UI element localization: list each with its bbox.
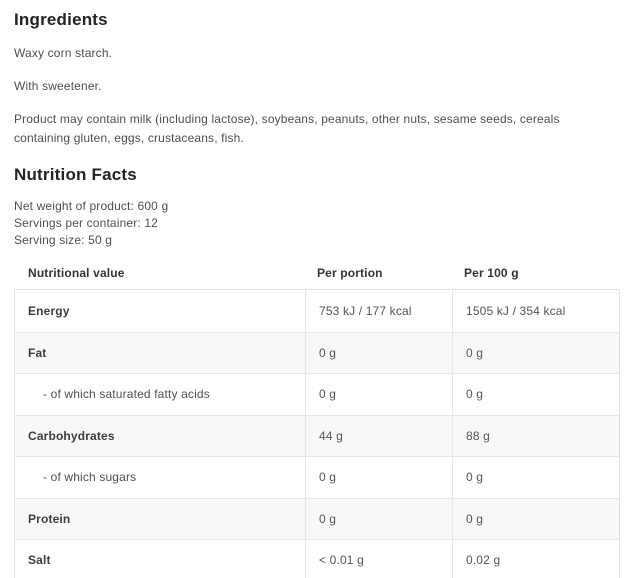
row-value-per-100g: 0.02 g (452, 540, 619, 578)
table-row-saturated-fatty-acids (15, 373, 619, 415)
row-value-per-100g: 0 g (452, 374, 619, 415)
nutrition-table-body (14, 289, 620, 578)
row-value-per-100g: 0 g (452, 499, 619, 540)
ingredients-heading: Ingredients (14, 10, 108, 29)
table-row-protein (15, 498, 619, 540)
ingredients-paragraph: Waxy corn starch. (14, 46, 113, 60)
row-label: Carbohydrates (28, 428, 115, 443)
row-label: - of which sugars (43, 470, 137, 485)
row-value-per-portion: 44 g (305, 416, 452, 457)
row-label: Protein (28, 511, 71, 526)
nutrition-meta (14, 198, 620, 249)
row-label: Energy (28, 303, 70, 318)
row-value-per-portion: 753 kJ / 177 kcal (305, 290, 452, 332)
table-row-carbohydrates (15, 415, 619, 457)
nutrition-table-header (14, 260, 620, 286)
row-value-per-portion: 0 g (305, 333, 452, 374)
row-label: - of which saturated fatty acids (43, 387, 210, 402)
row-value-per-100g: 0 g (452, 457, 619, 498)
row-value-per-portion: 0 g (305, 374, 452, 415)
table-row-fat (15, 332, 619, 374)
ingredients-paragraph: With sweetener. (14, 79, 102, 93)
nutrition-table (14, 260, 620, 578)
table-row-energy (15, 290, 619, 332)
net-weight-line: Net weight of product: 600 g (14, 199, 169, 213)
row-value-per-100g: 88 g (452, 416, 619, 457)
column-header-per-100g: Per 100 g (464, 266, 519, 280)
serving-size-line: Serving size: 50 g (14, 233, 113, 247)
column-header-per-portion: Per portion (317, 266, 383, 280)
table-row-sugars (15, 456, 619, 498)
column-header-nutritional-value: Nutritional value (28, 266, 125, 280)
row-value-per-100g: 1505 kJ / 354 kcal (452, 290, 619, 332)
nutrition-facts-heading: Nutrition Facts (14, 165, 137, 184)
allergen-paragraph: Product may contain milk (including lactose), soybeans, peanuts, other nuts, sesame seeds, cereals containing gluten, eggs, crustaceans, fish. (14, 112, 560, 145)
row-label: Salt (28, 553, 51, 568)
table-row-salt (15, 539, 619, 578)
row-label: Fat (28, 345, 47, 360)
row-value-per-portion: < 0.01 g (305, 540, 452, 578)
row-value-per-portion: 0 g (305, 457, 452, 498)
row-value-per-portion: 0 g (305, 499, 452, 540)
servings-per-container-line: Servings per container: 12 (14, 216, 158, 230)
row-value-per-100g: 0 g (452, 333, 619, 374)
